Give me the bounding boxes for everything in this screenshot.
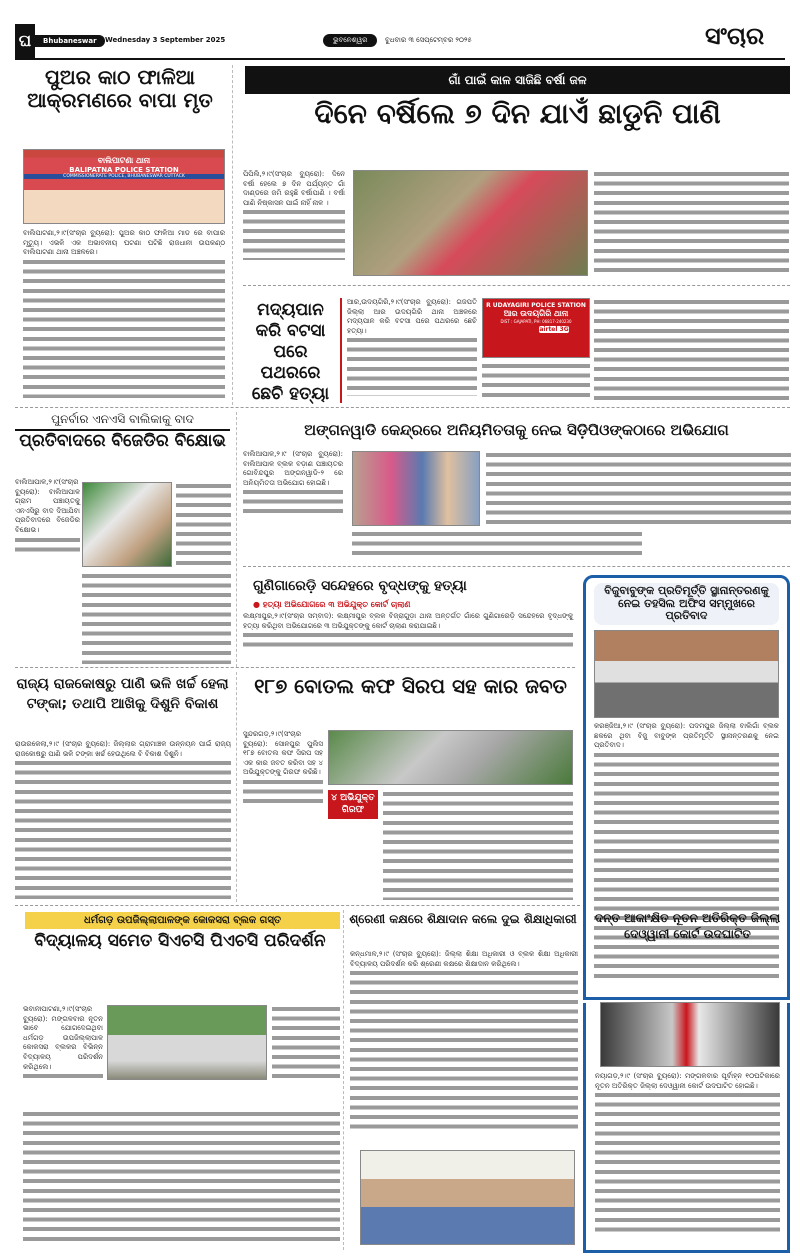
story1-photo [23, 149, 225, 224]
story9-headline: ୧୮୭ ବୋତଲ କଫ ସିରପ ସହ କାର ଜବତ [254, 674, 567, 698]
story11-headline: ଶ୍ରେଣୀ କକ୍ଷରେ ଶିକ୍ଷାଦାନ କଲେ ଦୁଇ ଶିକ୍ଷାଧିକାରୀ [349, 912, 577, 926]
story8-headline: ରାଜ୍ୟ ରାଜକୋଷରୁ ପାଣି ଭଳି ଖର୍ଚ୍ଚ ହେଲା ଟଙ୍କା; ତଥାପି ଆଖିକୁ ଦିଶୁନି ବିକାଶ [16, 676, 229, 712]
story5-body [243, 450, 343, 516]
story12-headline: ଦନ୍ତ ଆକାଂକ୍ଷିତ ନୂତନ ଅତିରିକ୍ତ ଜିଲ୍ଲା ଦେଓ୍ୱାନୀ କୋର୍ଟ ଉଦଘାଟିତ [594, 911, 781, 942]
story10-photo [107, 1005, 267, 1080]
story9-photo [328, 730, 573, 785]
story6-subhead [253, 600, 410, 610]
photo-sign-or: ଆର ଉଦୟଗିରି ଥାନା [503, 309, 569, 318]
date-or: ବୁଧବାର ୩ ସେପ୍ଟେମ୍ବର ୨୦୨୫ [385, 36, 472, 44]
story6-body [243, 612, 573, 651]
photo-sign-or: ବାଲିପାଟଣା ଥାନା [97, 156, 151, 165]
story3-headline: ମଦ୍ୟପାନ କରି ବଟସା ପରେ ପଥରରେ ଛେଚି ହତ୍ୟା [251, 300, 330, 404]
edition-pill: Bhubaneswar [35, 35, 105, 47]
story5-headline: ଅଙ୍ଗନୱାଡି କେନ୍ଦ୍ରରେ ଅନିୟମିତତାକୁ ନେଇ ସିଡ଼ିପିଓଙ୍କଠାରେ ଅଭିଯୋଗ [304, 421, 729, 439]
masthead [15, 22, 785, 60]
photo-ad-airtel: airtel 3G [539, 326, 569, 333]
story6-lead: ଲକ୍ଷ୍ମୀପୁର,୨।୯(ସଂଚାର ସମ୍ବାଦ): ଲକ୍ଷ୍ମୀପୁର ବ୍ଲକ ବିଜ୍ରାଗୁଡ଼ା ଥାନା ଅନ୍ତର୍ଗତ ଗାଁରେ ଗୁଣିଗାରେଡ଼ି ସନ୍ଦେହରେ ବୃଦ୍ଧଙ୍କୁ ହତ୍ୟା କରିଥିବା ଅଭିଯୋଗରେ ୩ ଅଭିଯୁକ୍ତଙ୍କୁ କୋର୍ଟ ଚାଲାଣ କରାଯାଇଛି। [243, 612, 573, 630]
date-en: Wednesday 3 September 2025 [105, 36, 226, 44]
story4-kicker: ପୁନର୍ବାର ଏନଏସି ବାଲିକାକୁ ବାଦ [15, 413, 230, 431]
story2-kicker: ଗାଁ ପାଇଁ କାଳ ସାଜିଛି ବର୍ଷା ଜଳ [245, 66, 790, 94]
photo-sign-sub: COMMISSIONERATE POLICE, BHUBANESWAR CUTTACK [24, 174, 224, 179]
photo-sign-sub: DIST : GAJAPATI, PH: 06817-240230 [500, 319, 572, 324]
story7-lead: କରଞ୍ଜିଆ,୨।୯ (ସଂଚାର ବ୍ୟୁରୋ): ପଦମପୁର ଜିଲ୍ଲା ବାଲିଗାଁ ବ୍ଲକ ଛକରେ ଥିବା ବିଜୁ ବାବୁଙ୍କ ପ୍ରତିମୂର୍ତ୍ତି ସ୍ଥାନାନ୍ତରଣକୁ ନେଇ ପ୍ରତିବାଦ। [594, 721, 779, 750]
story2-headline: ଦିନେ ବର୍ଷିଲେ ୭ ଦିନ ଯାଏଁ ଛାଡୁନି ପାଣି [314, 97, 721, 130]
edition-or-pill: ଭୁବନେଶ୍ୱର [323, 34, 377, 47]
story12-photo [600, 1002, 780, 1067]
story10-lead: ଭବାନୀପାଟଣା,୨।୯(ସଂଚାର ବ୍ୟୁରୋ): ମଙ୍ଗଳବାର ନୂତନ ଭାବେ ଯୋଗଦେଇଥିବା ଧର୍ମଗଡ଼ ଉପଜିଲ୍ଲାପାଳ କୋକସରା ବ୍ଲକର ବିଭିନ୍ନ ବିଦ୍ୟାଳୟ ପରିଦର୍ଶନ କରିଥିଲେ। [23, 1005, 103, 1071]
story8-lead: ରାଉରକେଲା,୨।୯ (ସଂଚାର ବ୍ୟୁରୋ): ଜିଲ୍ଲାର ଗ୍ରାମାଞ୍ଚଳ ଉନ୍ନୟନ ପାଇଁ ରାଜ୍ୟ ରାଜକୋଷରୁ ପାଣି ଭଳି ଟଙ୍କା ଖର୍ଚ୍ଚ ହେଉଥିଲେ ବି ବିକାଶ ଦିଶୁନି। [15, 740, 231, 758]
story12-body [595, 1072, 780, 1236]
story11-photo [360, 1150, 575, 1245]
logo: ସଂଚାର [705, 22, 765, 50]
bullet-icon: ● [253, 600, 263, 609]
story2-lead: ପିପିଲି,୨।୯(ସଂଚାର ବ୍ୟୁରୋ): ଦିନେ ବର୍ଷା ହେଲେ ୭ ଦିନ ପର୍ଯ୍ୟନ୍ତ ଗାଁ ଦାଣ୍ଡରେ ଜମି ରହୁଛି ବର୍ଷାପାଣି । ବର୍ଷା ପାଣି ନିଷ୍କାସନ ପାଇଁ ନାହିଁ ନାଳ । [243, 170, 345, 207]
story8-body [15, 740, 231, 899]
story5-lead: ବାଲିଆପାଳ,୨।୯ (ସଂଚାର ବ୍ୟୁରୋ): ବାଲିଆପାଳ ବ୍ଲକ ବଡ଼ାଣ ପଞ୍ଚାୟତର ଗୋବିନ୍ଦପୁର ଅଙ୍ଗନୱାଡି-୨ ରେ ଅନିୟମିତତା ଅଭିଯୋଗ ହୋଇଛି। [243, 450, 343, 487]
story11-lead: କନ୍ଧମାଳ,୨।୯ (ସଂଚାର ବ୍ୟୁରୋ): ଜିଲ୍ଲା ଶିକ୍ଷା ଅଧିକାରୀ ଓ ବ୍ଲକ ଶିକ୍ଷା ଅଧିକାରୀ ବିଦ୍ୟାଳୟ ପରିଦର୍ଶନ କରି ଶ୍ରେଣୀ କକ୍ଷରେ ଶିକ୍ଷାଦାନ କରିଥିଲେ। [350, 950, 578, 968]
story2-body-right [594, 170, 789, 276]
story9-body [243, 730, 323, 808]
story7-headline: ବିଜୁବାବୁଙ୍କ ପ୍ରତିମୂର୍ତ୍ତି ସ୍ଥାନାନ୍ତରଣକୁ ନେଇ ତହସିଲ ଅଫିସ ସମ୍ମୁଖରେ ପ୍ରତିବାଦ [594, 583, 779, 625]
story2-photo [353, 170, 588, 276]
story10-body [23, 1005, 103, 1082]
story4-body [15, 478, 80, 556]
story3-lead: ଆର,ଉଦୟଗିରି,୨।୯(ସଂଚାର ବ୍ୟୁରୋ): ଗଜପତି ଜିଲ୍ଲା ଆର ଉଦୟଗିରି ଥାନା ଅଞ୍ଚଳରେ ମଦ୍ୟପାନ କରି ବଟସା ପରେ ପଥରରେ ଛେଚି ହତ୍ୟା। [347, 298, 477, 335]
story1-body [23, 229, 225, 398]
story1-lead: ବାଲିପାଟଣା,୨।୯(ସଂଚାର ବ୍ୟୁରୋ): ପୁଅର କାଠ ଫାଳିଆ ମାଡ ରେ ବାପାର ମୃତ୍ୟୁ। ଏଭଳି ଏକ ଅଭାବନୀୟ ଘଟଣା ଘଟିଛି ରାଜଧାନୀ ଉପକଣ୍ଠ ବାଲିପାଟଣା ଥାନା ଅଞ୍ଚଳରେ। [23, 229, 225, 257]
story9-lead: ସୁନ୍ଦରଗଡ଼,୨।୯(ସଂଚାର ବ୍ୟୁରୋ): ସୋନପୁର ପୁଲିସ ୧୮୭ ବୋତଲ କଫ ସିରପ ସହ ଏକ କାର ଜବତ କରିବା ସହ ୪ ଅଭିଯୁକ୍ତଙ୍କୁ ଗିରଫ କରିଛି। [243, 730, 323, 777]
story3-body [347, 298, 477, 396]
story6-subhead-text: ହତ୍ୟା ଅଭିଯୋଗରେ ୩ ଅଭିଯୁକ୍ତ କୋର୍ଟ ଚାଲାଣ [262, 600, 411, 609]
page-letter: ଘ [15, 24, 35, 58]
story7-photo [594, 630, 779, 718]
story10-headline: ବିଦ୍ୟାଳୟ ସମେତ ସିଏଚସି ପିଏଚସି ପରିଦର୍ଶନ [34, 931, 326, 951]
story3-photo [482, 298, 590, 358]
photo-sign-en: BALIPATNA POLICE STATION [69, 166, 179, 174]
story6-headline: ଗୁଣିଗାରେଡ଼ି ସନ୍ଦେହରେ ବୃଦ୍ଧଙ୍କୁ ହତ୍ୟା [253, 578, 467, 594]
photo-sign-en: R UDAYAGIRI POLICE STATION [486, 302, 586, 309]
story9-badge: ୪ ଅଭିଯୁକ୍ତ ଗିରଫ [328, 790, 378, 819]
story4-lead: ବାଲିଆପାଳ,୨।୯(ସଂଚାର ବ୍ୟୁରୋ): ବାଲିଆପାଳ ଗ୍ରାମ ପଞ୍ଚାୟତକୁ ଏନଏସିରୁ ବାଦ ଦିଆଯିବା ପ୍ରତିବାଦରେ ବିଜେଡିର ବିକ୍ଷୋଭ। [15, 478, 80, 534]
story5-photo [352, 451, 480, 526]
story4-headline: ପ୍ରତିବାଦରେ ବିଜେଡିର ବିକ୍ଷୋଭ [19, 431, 226, 451]
story4-photo [82, 482, 172, 567]
story1-headline: ପୁଅର କାଠ ଫାଳିଆ ଆକ୍ରମଣରେ ବାପା ମୃତ [27, 65, 213, 112]
story11-body [350, 950, 578, 1134]
story12-lead: ନୟାଗଡ଼,୨।୯ (ସଂଚାର ବ୍ୟୁରୋ): ମଙ୍ଗଳବାର ପୂର୍ବାହ୍ନ ୧୦ଘଟିକାରେ ନୂତନ ଅତିରିକ୍ତ ଜିଲ୍ଲା ଦେଓ୍ୱାନୀ କୋର୍ଟ ଉଦଘାଟିତ ହୋଇଛି। [595, 1072, 780, 1090]
story2-body [243, 170, 345, 260]
story10-kicker: ଧର୍ମଗଡ଼ ଉପଜିଲ୍ଲାପାଳଙ୍କ କୋକସରା ବ୍ଲକ ଗସ୍ତ [25, 912, 340, 929]
